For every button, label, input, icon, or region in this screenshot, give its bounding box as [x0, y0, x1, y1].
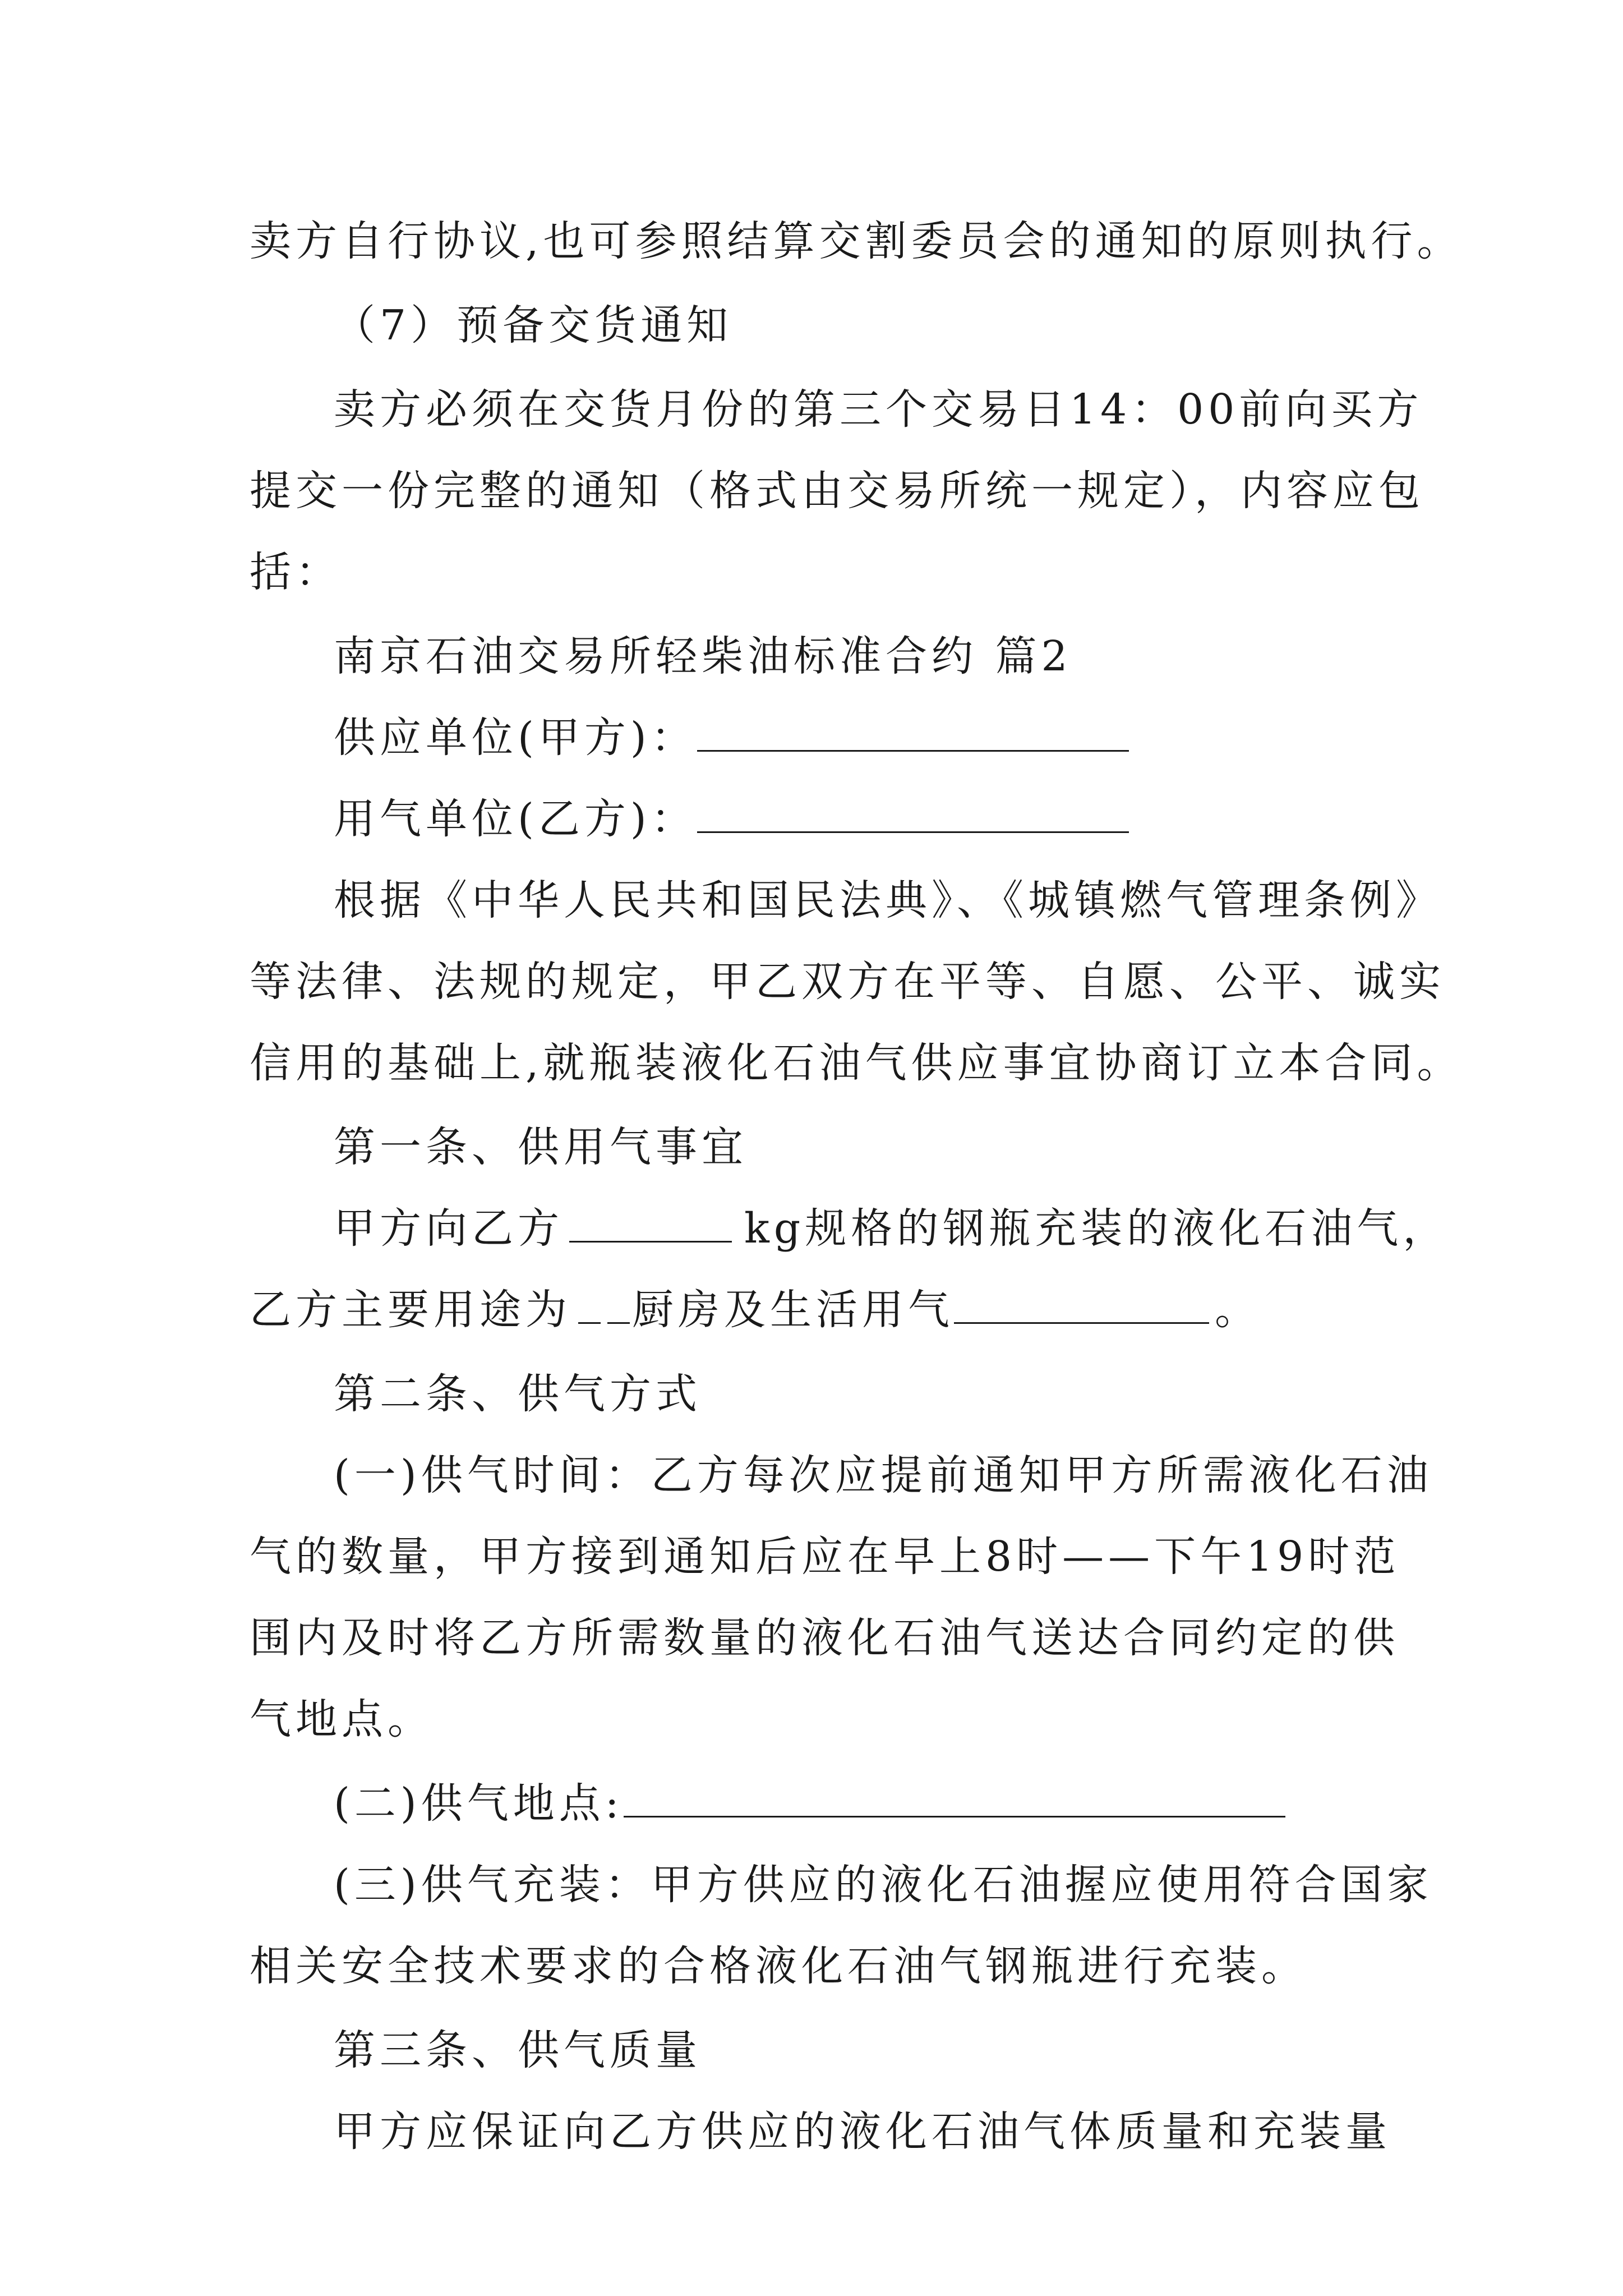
cylinder-spec-blank — [569, 1202, 732, 1243]
paragraph-line: 等法律、法规的规定，甲乙双方在平等、自愿、公平、诚实 — [250, 958, 1445, 1006]
paragraph-line: 相关安全技术要求的合格液化石油气钢瓶进行充装。 — [250, 1942, 1307, 1990]
usage-blank — [578, 1283, 601, 1324]
address-label: (二)供气地点: — [334, 1779, 624, 1828]
consumer-field — [334, 791, 1129, 847]
paragraph-line: 围内及时将乙方所需数量的液化石油气送达合同约定的供 — [250, 1614, 1399, 1662]
paragraph-line — [334, 1200, 1449, 1257]
paragraph-line: 根据《中华人民共和国民法典》、《城镇燃气管理条例》 — [334, 876, 1442, 924]
usage-blank — [954, 1283, 1209, 1324]
paragraph-line: (三)供气充装：甲方供应的液化石油握应使用符合国家 — [334, 1861, 1433, 1909]
supplier-blank — [697, 711, 1129, 752]
paragraph-line: 卖方必须在交货月份的第三个交易日14：00前向买方 — [334, 385, 1423, 434]
article-heading: 第一条、供用气事宜 — [334, 1123, 748, 1171]
text-segment: 。 — [1215, 1286, 1261, 1334]
paragraph-line: 括： — [250, 548, 342, 596]
paragraph-line: 信用的基础上,就瓶装液化石油气供应事宜协商订立本合同。 — [250, 1039, 1463, 1087]
section-heading: （7）预备交货通知 — [334, 301, 733, 349]
address-field — [334, 1775, 1285, 1832]
paragraph-line: 卖方自行协议,也可参照结算交割委员会的通知的原则执行。 — [250, 217, 1463, 265]
supplier-label: 供应单位(甲方)： — [334, 714, 697, 762]
paragraph-line: (一)供气时间：乙方每次应提前通知甲方所需液化石油 — [334, 1451, 1433, 1499]
article-heading: 第三条、供气质量 — [334, 2026, 702, 2074]
consumer-label: 用气单位(乙方)： — [334, 795, 697, 843]
paragraph-line: 气地点。 — [250, 1695, 434, 1743]
paragraph-line: 提交一份完整的通知（格式由交易所统一规定），内容应包 — [250, 467, 1424, 515]
paragraph-line: 甲方应保证向乙方供应的液化石油气体质量和充装量 — [334, 2108, 1391, 2156]
article-heading: 第二条、供气方式 — [334, 1370, 702, 1418]
paragraph-line: 气的数量，甲方接到通知后应在早上8时——下午19时范 — [250, 1533, 1400, 1581]
consumer-blank — [697, 792, 1129, 833]
text-segment: kg规格的钢瓶充装的液化石油气， — [744, 1204, 1449, 1253]
address-blank — [624, 1777, 1285, 1818]
usage-blank — [607, 1283, 630, 1324]
supplier-field — [334, 710, 1129, 766]
document-title: 南京石油交易所轻柴油标准合约 篇2 — [334, 632, 1072, 680]
text-segment: 乙方主要用途为 — [250, 1286, 571, 1334]
usage-value: 厨房及生活用气 — [632, 1286, 954, 1334]
text-segment: 甲方向乙方 — [334, 1204, 564, 1253]
paragraph-line — [250, 1282, 1261, 1338]
